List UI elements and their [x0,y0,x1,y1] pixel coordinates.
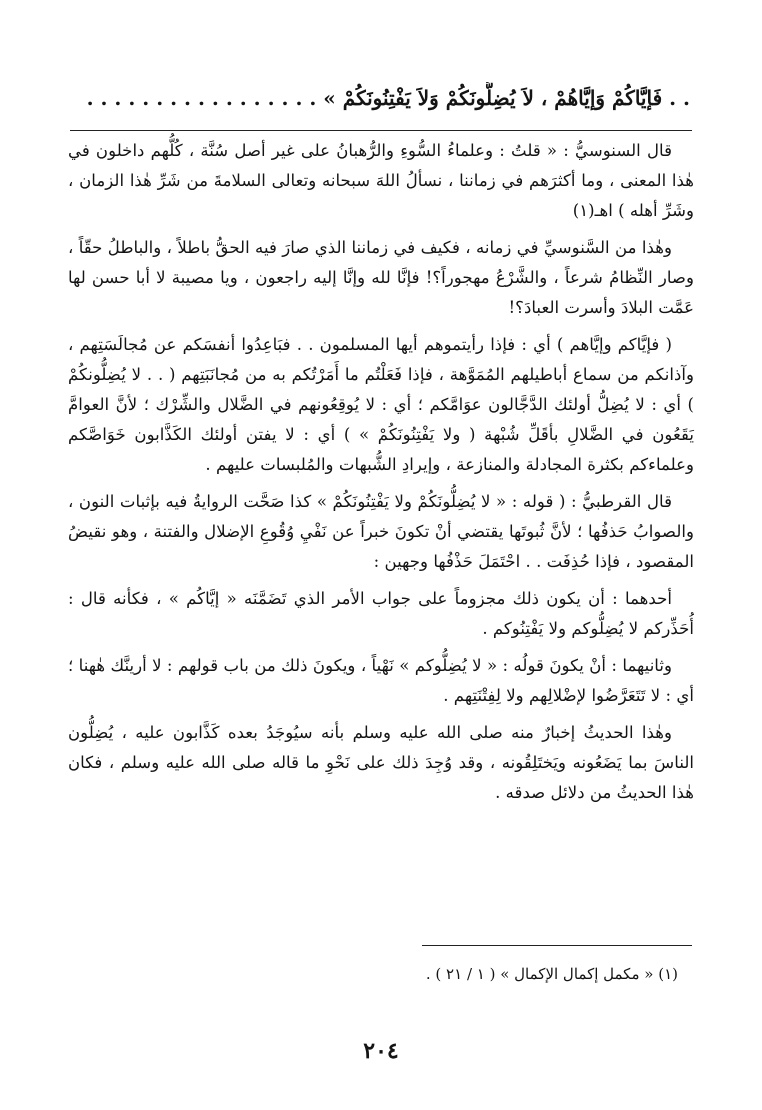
main-text [68,136,694,815]
paragraph-hadith-prophecy: وهٰذا الحديثُ إخبارٌ منه صلى الله عليه وسلم بأنه سيُوجَدُ بعده كَذَّابون عليه ، يُضِلُّون الناسَ بما يَضَعُونه ويَختَلِقُونه ، وقد وُجِدَ ذلك على نَحْوِ ما قاله صلى الله عليه وسلم ، فكان هٰذا الحديثُ من دلائل صدقه . [68,723,694,802]
paragraph-second-aspect: وثانيهما : أنْ يكونَ قولُه : « لا يُضِلُّوكم » نَهْياً ، ويكونَ ذلك من باب قولهم : لا أرينَّك هٰهنا ؛ أي : لا تَتَعَرَّضُوا لإضْلالِهم ولا لِفِتْنَتِهم . [68,656,694,705]
running-header: . . فَإيَّاكُمْ وَإيَّاهُمْ ، لاَ يُضِلُّونَكُمْ وَلاَ يَفْتِنُونَكُمْ » . . . . . . . . . . . . . . . . . [86,86,690,110]
paragraph-first-aspect: أحدهما : أن يكون ذلك مجزوماً على جواب الأمر الذي تَضَمَّنَه « إيَّاكُم » ، فكأنه قال : أُحَذِّركم لا يُضِلُّوكم ولا يَفْتِنُوكم . [68,589,694,638]
footnote-rule [422,945,692,946]
paragraph-qurtubi: قال القرطبيُّ : ( قوله : « لا يُضِلُّونَكُمْ ولا يَفْتِنُونَكُمْ » كذا صَحَّت الروايةُ فيه بإثبات النون ، والصوابُ حَذفُها ؛ لأنَّ ثُبوتَها يقتضي أنْ تكونَ خبراً عن نَفْيِ وُقُوعِ الإضلال والفتنة ، وهو نقيضُ المقصود ، فإذا حُذِفَت . . احْتَمَلَ حَذْفُها وجهين : [68,492,694,571]
paragraph-sanusi-comment: وهٰذا من السَّنوسيِّ في زمانه ، فكيف في زماننا الذي صارَ فيه الحقُّ باطلاً ، والباطلُ حقّاً ، وصار النِّظامُ شرعاً ، والشَّرْعُ مهجوراً؟! فإنَّا لله وإنَّا إليه راجعون ، ويا مصيبة لا أبا حسن لها عَمَّت البلادَ وأسرت العبادَ؟! [68,238,694,317]
paragraph-sanusi-quote: قال السنوسيُّ : « قلتُ : وعلماءُ السُّوءِ والرُّهبانُ على غير أصل سُنَّة ، كُلُّهم داخلون في هٰذا المعنى ، وما أكثرَهم في زماننا ، نسألُ اللهَ سبحانه وتعالى السلامةَ من شَرِّ هٰذا الزمان ، وشَرِّ أهله ) اهـ(١) [68,141,694,220]
paragraph-explanation: ( فإيَّاكم وإيَّاهم ) أي : فإذا رأيتموهم أيها المسلمون . . فبَاعِدُوا أنفسَكم عن مُجالَسَتِهم ، وآذانكم من سماع أباطيلهم المُمَوَّهة ، فإذا فَعَلْتُم ما أَمَرْتُكم به من مُجانَبَتِهم ( . . لا يُضِلُّونكُمْ ) أي : لا يُضِلُّ أولئك الدَّجَّالون عوَامَّكم ؛ أي : لا يُوقِعُونهم في الضَّلال والشِّرْك ؛ لأنَّ العوامَّ يَقَعُون في الضَّلالِ بأقَلِّ شُبْهة ( ولا يَفْتِنُونَكُمْ » ) أي : لا يفتن أولئك الكَذَّابون خَوَاصَّكم وعلماءكم بكثرة المجادلة والمنازعة ، وإيرادِ الشُّبهات والمُلبسات عليهم . [68,335,694,474]
header-rule [70,130,692,131]
page-number: ٢٠٤ [363,1038,399,1064]
footnote: (١) « مكمل إكمال الإكمال » ( ١ / ٢١ ) . [425,965,678,983]
